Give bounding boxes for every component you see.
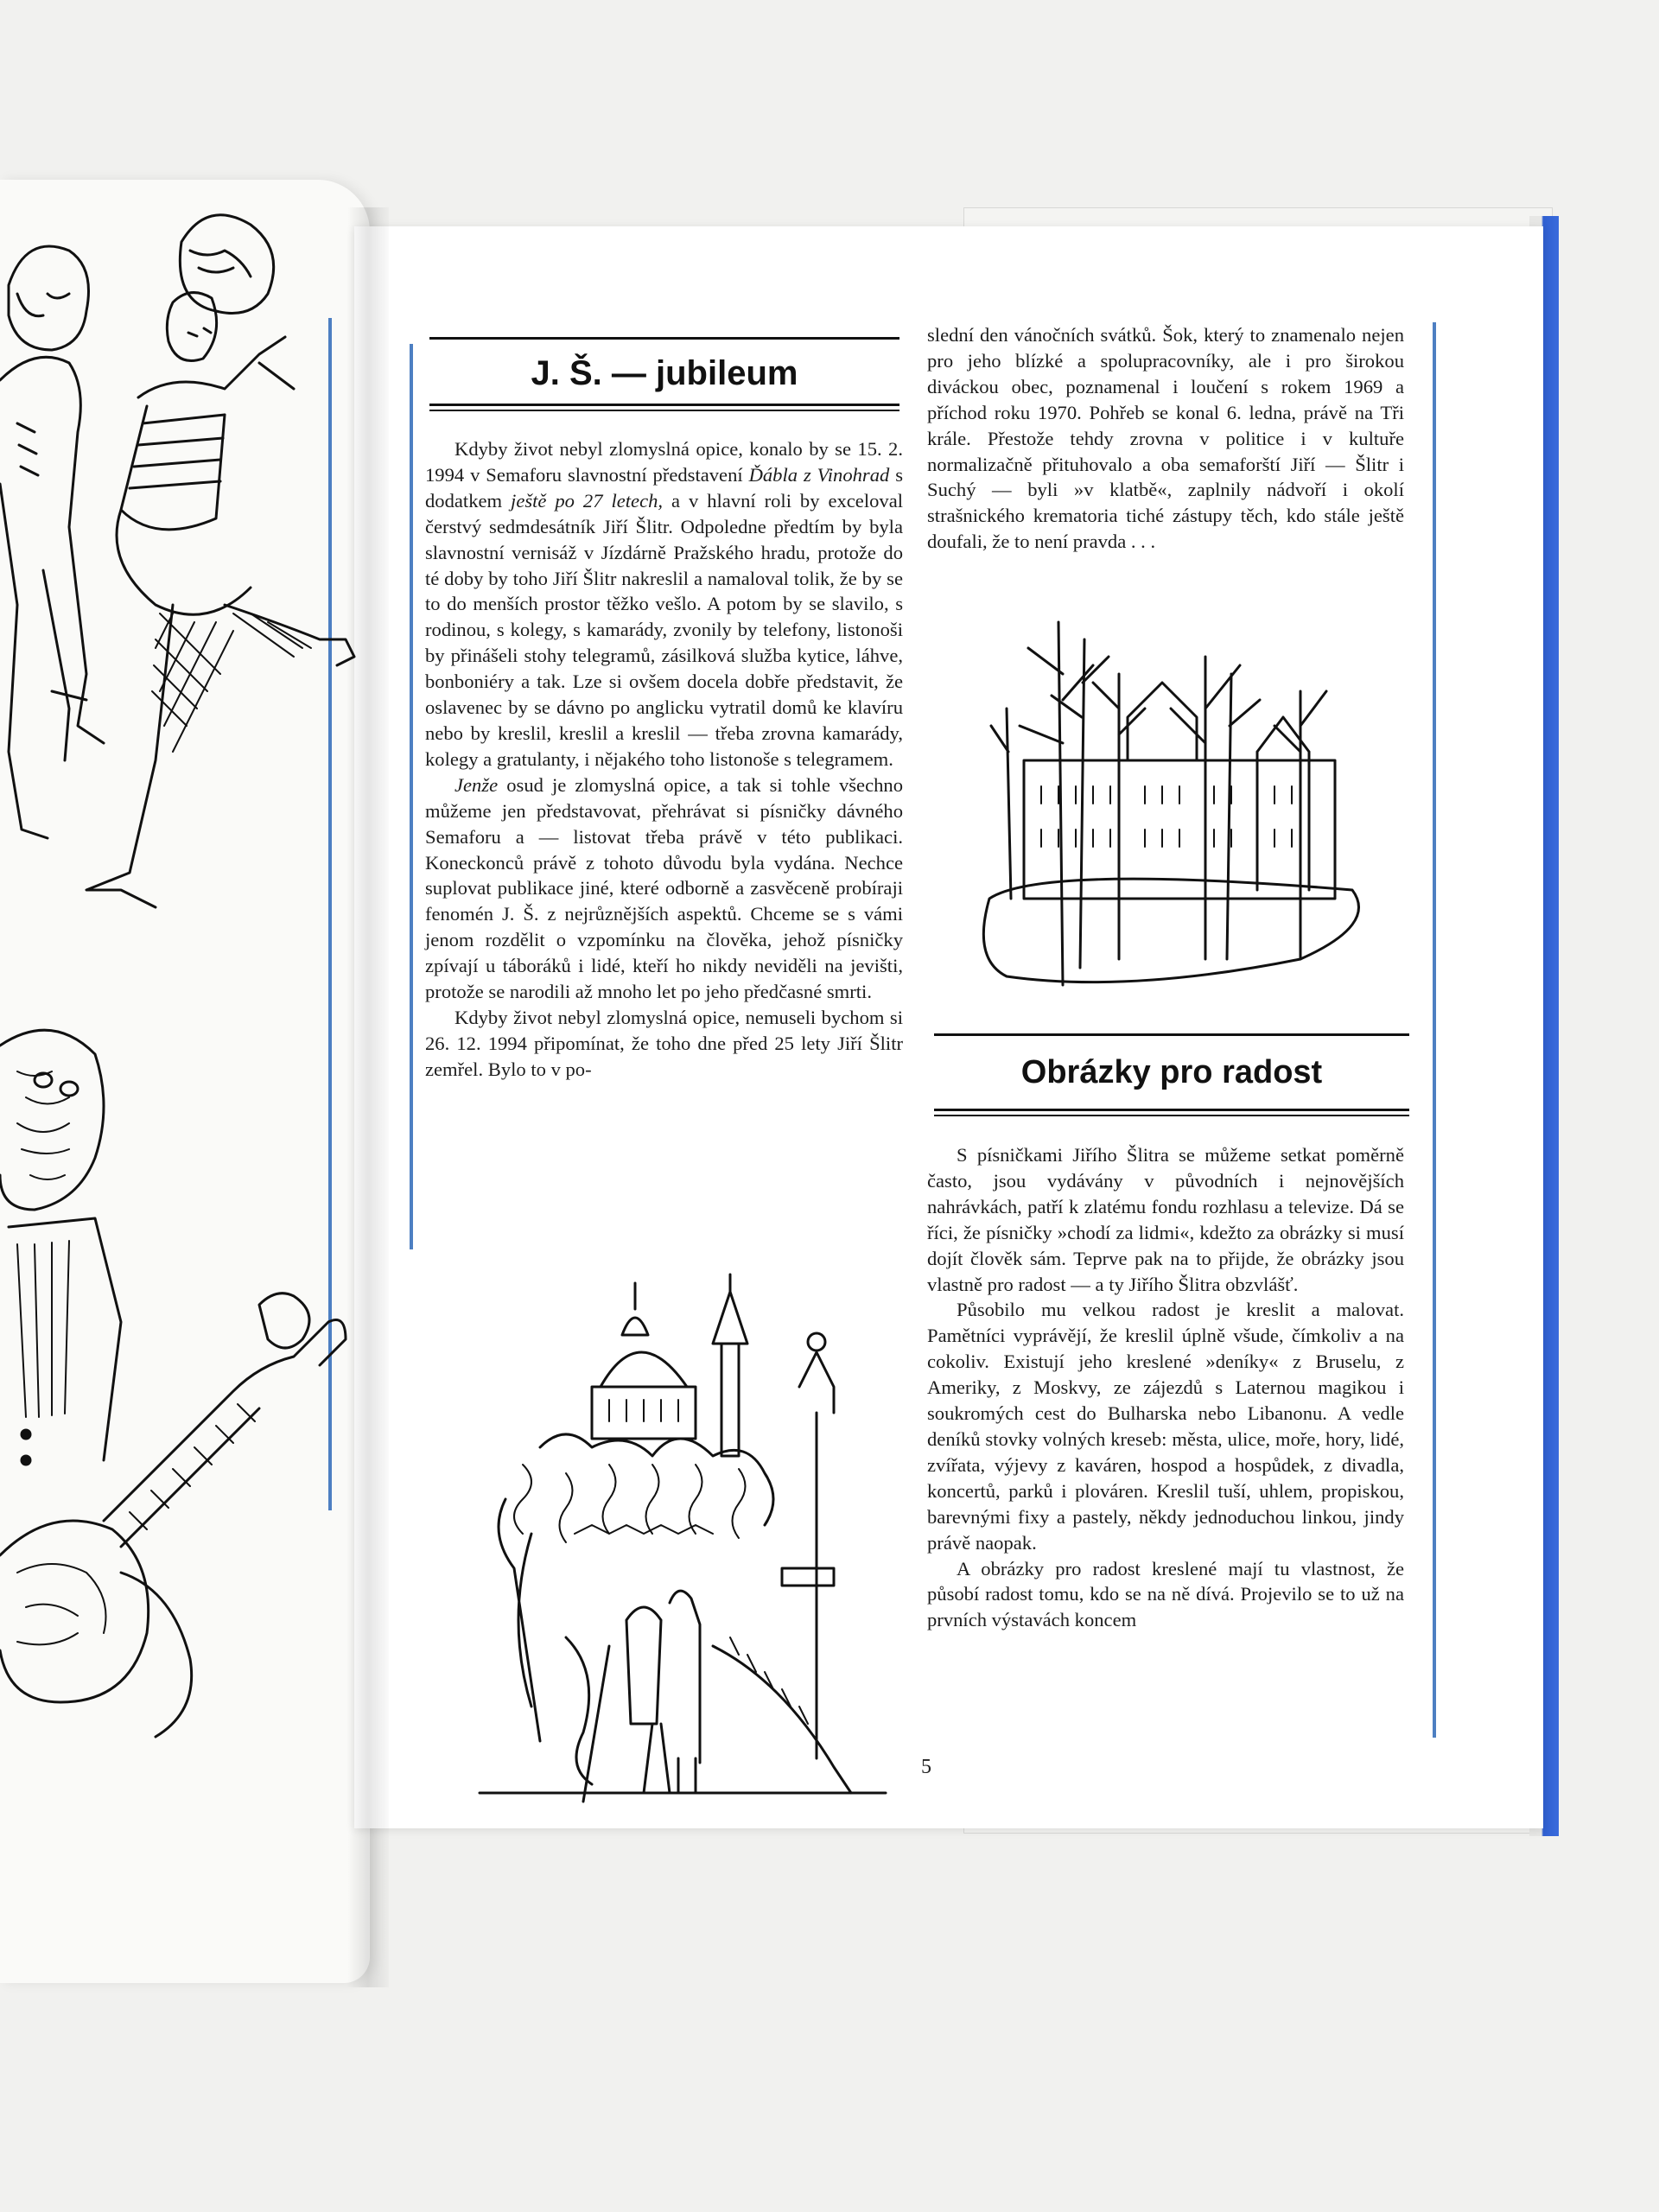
- article1-column2: [927, 322, 1404, 555]
- article1-paragraph3-part1: Kdyby život nebyl zlomyslná opice, nemuseli bychom si 26. 12. 1994 připomínat, že toho dne před 25 lety Jiří Šlitr zemřel. Bylo to v po-: [425, 1006, 903, 1080]
- article1-paragraph2: Jenže osud je zlomyslná opice, a tak si tohle všechno můžeme jen představovat, přehrávat si písničky dávného Semaforu a — listovat třeba právě v této publikaci. Koneckonců právě z tohoto důvodu byla vydána. Nechce suplovat publikace jiné, které odborně a zasvěceně probíraji fenomén J. Š. z nejrůznějších aspektů. Chceme se s vámi jenom rozdělit o vzpomínku na člověka, jehož písničky zpívají u táboráků i lidé, kteří ho nikdy neviděli na jevišti, protože se narodili až mnoho let po jeho předčasné smrti.: [425, 773, 903, 1003]
- article1-paragraph3-part2: slední den vánočních svátků. Šok, který to znamenalo nejen pro jeho blízké a spolupracovníky, ale i pro širokou diváckou obec, poznamenal i loučení s rokem 1969 a příchod roku 1970. Pohřeb se konal 6. ledna, právě na Tři krále. Přestože tehdy zrovna v politice i v kultuře normalizačně přituhovalo a oba semaforští Jiří — Šlitr i Suchý — byli »v klatbě«, zaplnily nádvoří i okolí strašnického krematoria tiché zástupy těch, kdo stále ještě doufali, že to není pravda . . .: [927, 324, 1404, 553]
- column2-right-rule: [1433, 322, 1436, 1738]
- article1-column1: [425, 436, 903, 1083]
- article1-paragraph1: Kdyby život nebyl zlomyslná opice, konalo by se 15. 2. 1994 v Semaforu slavnostní představení Ďábla z Vinohrad s dodatkem ještě po 27 letech, a v hlavní roli by exceloval čerstvý sedmdesátník Jiří Šlitr. Odpoledne předtím by byla slavnostní vernisáž v Jízdárně Pražského hradu, protože do té doby by toho Jiří Šlitr nakreslil a namaloval tolik, že by se to do menších prostor těžko vešlo. A potom by se slavilo, s rodinou, s kolegy, s kamarády, zvonily by telefony, listonoši by přinášeli stohy telegramů, zásilková služba kytice, láhve, bonboniéry a tak. Lze si ovšem docela dobře představit, že oslavenec by se dávno po anglicku vytratil domů ke klavíru nebo by kreslil, kreslil a kreslil — třeba zrovna kamarády, kolegy a gratulanty, i nějakého toho listonoše s telegramem.: [425, 438, 904, 770]
- article1-heading: [429, 337, 899, 411]
- article2-paragraph1: S písničkami Jiřího Šlitra se můžeme setkat poměrně často, jsou vydávány v původních i nejnovějších nahrávkách, patří k zlatému fondu rozhlasu a televize. Dá se říci, že písničky »chodí za lidmi«, kdežto za obrázky si musí dojít člověk sám. Teprve pak na to přijde, že obrázky jsou vlastně pro radost — a ty Jiřího Šlitra obzvlášť.: [927, 1144, 1404, 1295]
- play-title: Ďábla z Vinohrad: [748, 463, 890, 486]
- prague-church-illustration: [471, 1274, 894, 1802]
- article2-title: Obrázky pro radost: [1020, 1054, 1323, 1090]
- chateau-with-trees-illustration: [972, 622, 1361, 1002]
- column1-left-rule: [410, 344, 413, 1249]
- article1-title: J. Š. — jubileum: [531, 354, 798, 392]
- dancing-couple-illustration: [0, 207, 380, 968]
- article2-paragraph2: Působilo mu velkou radost je kreslit a malovat. Pamětníci vyprávějí, že kreslil úplně všude, čímkoliv a na cokoliv. Existují jeho kreslené »deníky« z Bruselu, z Ameriky, z Moskvy, ze zájezdů s Laternou magikou i soukromých cest do Bulharska nebo Libanonu. A vedle deníků stovky volných kreseb: města, ulice, moře, hory, lidé, zvířata, výjevy z kaváren, hospod a hospůdek, z divadla, koncertů, parků i plováren. Kreslil tuší, uhlem, propiskou, barevnými fixy a pastely, někdy jednoduchou linkou, jindy právě naopak.: [927, 1299, 1404, 1554]
- article2-paragraph3: A obrázky pro radost kreslené mají tu vlastnost, že působí radost tomu, kdo se na ně dívá. Projevilo se to už na prvních výstavách koncem: [927, 1557, 1404, 1631]
- article2-heading: [934, 1033, 1409, 1116]
- page-number: 5: [921, 1756, 931, 1778]
- guitarist-illustration: [0, 1020, 363, 1763]
- article2-body: [927, 1142, 1404, 1633]
